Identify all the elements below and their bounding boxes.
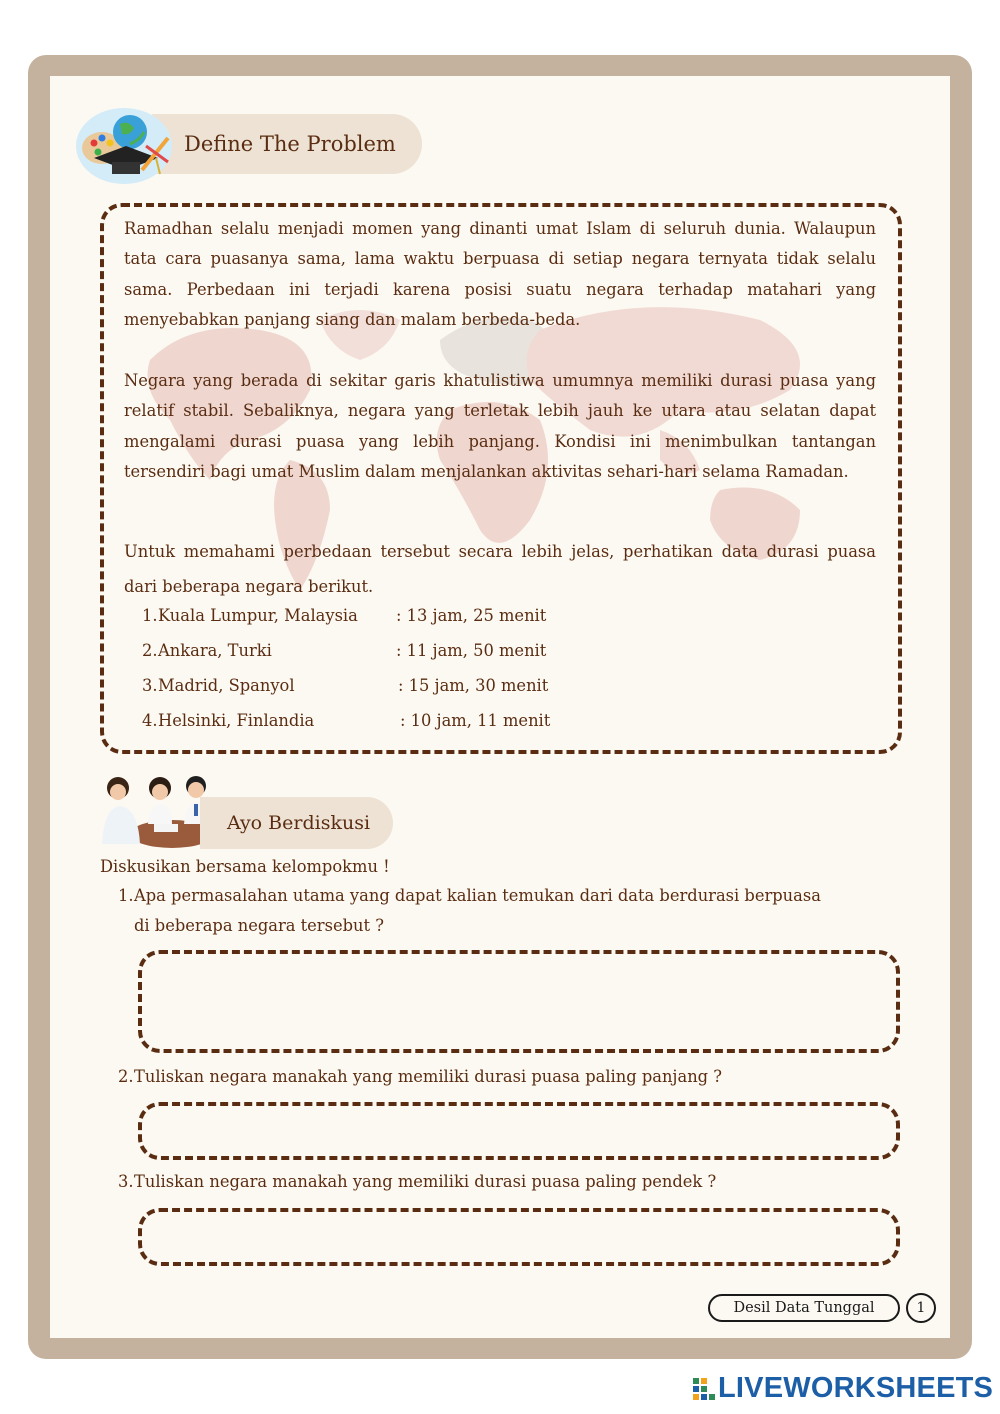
fasting-duration: : 13 jam, 25 menit — [396, 606, 547, 625]
question-3-text: Tuliskan negara manakah yang memiliki durasi puasa paling pendek ? — [134, 1172, 717, 1191]
fasting-duration: : 11 jam, 50 menit — [396, 641, 547, 660]
intro-paragraph-1: Ramadhan selalu menjadi momen yang dinanti umat Islam di seluruh dunia. Walaupun tata cara puasanya sama, lama waktu berpuasa di setiap negara ternyata tidak selalu sama. Perbedaan ini terjadi karena posisi suatu negara terhadap matahari yang menyebabkan panjang siang dan malam berbeda-beda. — [124, 219, 876, 329]
fasting-duration: : 10 jam, 11 menit — [400, 711, 551, 730]
topic-label: Desil Data Tunggal — [708, 1294, 900, 1322]
education-tools-icon — [72, 98, 182, 188]
define-problem-title: Define The Problem — [152, 114, 422, 174]
intro-paragraph-2: Negara yang berada di sekitar garis khatulistiwa umumnya memiliki durasi puasa yang relatif stabil. Sebaliknya, negara yang terletak lebih jauh ke utara atau selatan dapat mengalami durasi puasa yang lebih panjang. Kondisi ini menimbulkan tantangan tersendiri bagi umat Muslim dalam menjalankan aktivitas sehari-hari selama Ramadan. — [124, 371, 876, 481]
fasting-data-item: 2.Ankara, Turki : 11 jam, 50 menit — [142, 641, 547, 660]
liveworksheets-logo-icon — [693, 1378, 715, 1400]
students-discussing-icon — [98, 772, 216, 852]
country-name: Kuala Lumpur, Malaysia — [158, 606, 358, 625]
intro-paragraph-3: Untuk memahami perbedaan tersebut secara lebih jelas, perhatikan data durasi puasa dari beberapa negara berikut. — [124, 542, 876, 596]
fasting-data-item: 3.Madrid, Spanyol : 15 jam, 30 menit — [142, 676, 549, 695]
discussion-instruction: Diskusikan bersama kelompokmu ! — [100, 857, 390, 876]
fasting-data-item: 4.Helsinki, Finlandia : 10 jam, 11 menit — [142, 711, 551, 730]
discussion-title: Ayo Berdiskusi — [200, 797, 393, 849]
fasting-data-item: 1.Kuala Lumpur, Malaysia : 13 jam, 25 menit — [142, 606, 547, 625]
question-2-text: Tuliskan negara manakah yang memiliki durasi puasa paling panjang ? — [134, 1067, 723, 1086]
question-2-number: 2. — [118, 1067, 134, 1086]
country-name: Helsinki, Finlandia — [158, 711, 315, 730]
liveworksheets-watermark[interactable]: LIVEWORKSHEETS — [718, 1372, 994, 1404]
question-3-number: 3. — [118, 1172, 134, 1191]
answer-1-input[interactable] — [138, 950, 900, 1053]
country-name: Madrid, Spanyol — [158, 676, 295, 695]
question-1-text-cont: di beberapa negara tersebut ? — [134, 916, 384, 935]
question-1-number: 1. — [118, 886, 134, 905]
page-number: 1 — [906, 1293, 936, 1323]
country-name: Ankara, Turki — [158, 641, 272, 660]
answer-2-input[interactable] — [138, 1102, 900, 1160]
answer-3-input[interactable] — [138, 1208, 900, 1266]
fasting-duration: : 15 jam, 30 menit — [398, 676, 549, 695]
question-1-text: Apa permasalahan utama yang dapat kalian temukan dari data berdurasi berpuasa — [134, 886, 821, 905]
